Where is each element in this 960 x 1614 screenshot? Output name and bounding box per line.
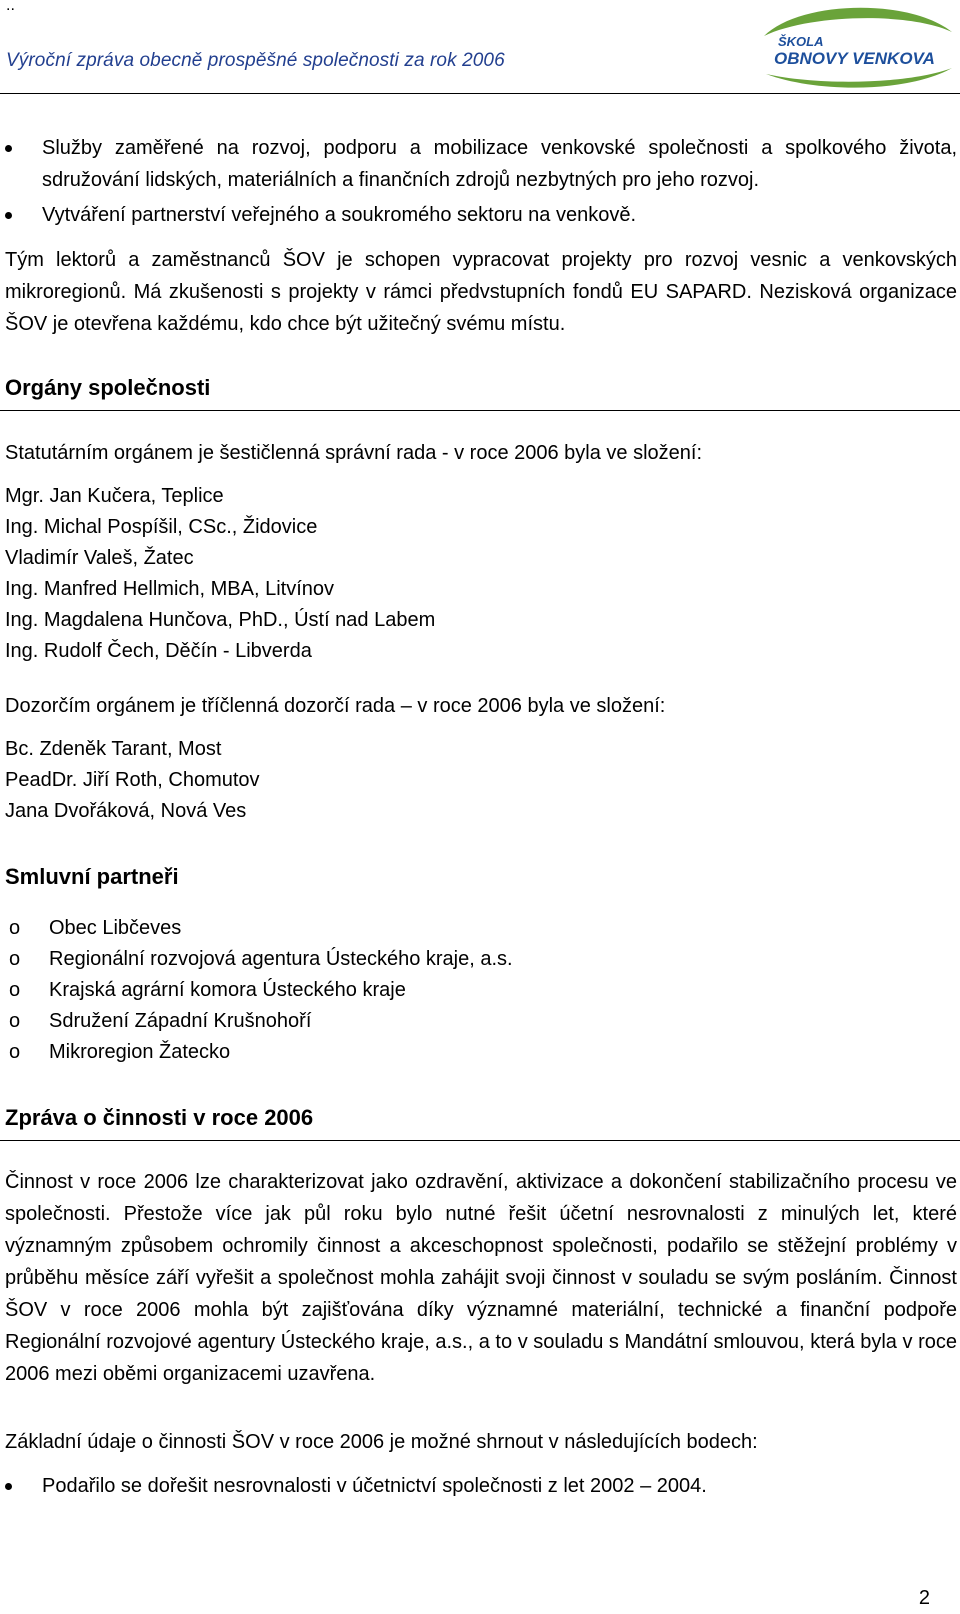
circle-bullet-icon: o (9, 1041, 21, 1063)
supervisory-member: Bc. Zdeněk Tarant, Most (5, 738, 222, 760)
header-title: Výroční zpráva obecně prospěšné společnosti za rok 2006 (6, 50, 505, 71)
section-heading-organy: Orgány společnosti (5, 375, 211, 400)
partner-name: Obec Libčeves (49, 917, 182, 939)
summary-intro: Základní údaje o činnosti ŠOV v roce 2006 je možné shrnout v následujících bodech: (5, 1431, 758, 1453)
logo-line1: ŠKOLA (778, 34, 824, 49)
circle-bullet-icon: o (9, 948, 21, 970)
logo-line2: OBNOVY VENKOVA (774, 49, 935, 68)
supervisory-member: PeadDr. Jiří Roth, Chomutov (5, 769, 260, 791)
header-rule (0, 93, 960, 94)
partner-name: Mikroregion Žatecko (49, 1041, 231, 1063)
sov-logo (760, 6, 956, 92)
board-member: Vladimír Valeš, Žatec (5, 547, 194, 569)
logo-swoosh-top (764, 8, 952, 36)
board-member: Ing. Michal Pospíšil, CSc., Židovice (5, 516, 318, 538)
page-number: 2 (918, 1587, 930, 1609)
section-rule (0, 1140, 960, 1141)
bullet-icon (5, 212, 12, 219)
board-member: Ing. Rudolf Čech, Děčín - Libverda (5, 640, 312, 662)
circle-bullet-icon: o (9, 917, 21, 939)
supervisory-intro: Dozorčím orgánem je tříčlenná dozorčí rada – v roce 2006 byla ve složení: (5, 695, 666, 717)
list-item-text: Podařilo se dořešit nesrovnalosti v účetnictví společnosti z let 2002 – 2004. (42, 1475, 707, 1497)
section-heading-report: Zpráva o činnosti v roce 2006 (5, 1105, 314, 1130)
header-dots: .. (6, 0, 15, 14)
board-member: Mgr. Jan Kučera, Teplice (5, 485, 224, 507)
bullet-icon (5, 145, 12, 152)
circle-bullet-icon: o (9, 1010, 21, 1032)
circle-bullet-icon: o (9, 979, 21, 1001)
list-item-text: Vytváření partnerství veřejného a soukromého sektoru na venkově. (42, 204, 637, 226)
list-item-text: Služby zaměřené na rozvoj, podporu a mobilizace venkovské společnosti a spolkového života, sdružování lidských, materiálních a finančních zdrojů nezbytných pro jeho rozvoj. (42, 137, 957, 191)
section-rule (0, 410, 960, 411)
intro-paragraph: Tým lektorů a zaměstnanců ŠOV je schopen vypracovat projekty pro rozvoj vesnic a venkovských mikroregionů. Má zkušenosti s projekty v rámci předvstupních fondů EU SAPARD. Nezisková organizace ŠOV je otevřena každému, kdo chce být užitečný svému místu. (5, 249, 957, 335)
partner-name: Krajská agrární komora Ústeckého kraje (49, 979, 406, 1001)
board-intro: Statutárním orgánem je šestičlenná správní rada - v roce 2006 byla ve složení: (5, 442, 703, 464)
supervisory-member: Jana Dvořáková, Nová Ves (5, 800, 247, 822)
board-member: Ing. Magdalena Hunčova, PhD., Ústí nad Labem (5, 609, 436, 631)
bullet-icon (5, 1483, 12, 1490)
partner-name: Regionální rozvojová agentura Ústeckého kraje, a.s. (49, 948, 513, 970)
report-paragraph: Činnost v roce 2006 lze charakterizovat jako ozdravění, aktivizace a dokončení stabilizačního procesu ve společnosti. Přestože více jak půl roku bylo nutné řešit účetní nesrovnalosti z minulých let, které významným způsobem ochromily činnost a akceschopnost společnosti, podařilo se stěžejní problémy v průběhu měsíce září vyřešit a společnost mohla zahájit svoji činnost v souladu se svým posláním. Činnost ŠOV v roce 2006 mohla být zajišťována díky významné materiální, technické a finanční podpoře Regionální rozvojové agentury Ústeckého kraje, a.s., a to v souladu s Mandátní smlouvou, která byla v roce 2006 mezi oběmi organizacemi uzavřena. (5, 1171, 957, 1385)
partner-name: Sdružení Západní Krušnohoří (49, 1010, 312, 1032)
section-heading-partners: Smluvní partneři (5, 864, 179, 889)
logo-swoosh-bottom (766, 68, 952, 88)
board-member: Ing. Manfred Hellmich, MBA, Litvínov (5, 578, 335, 600)
